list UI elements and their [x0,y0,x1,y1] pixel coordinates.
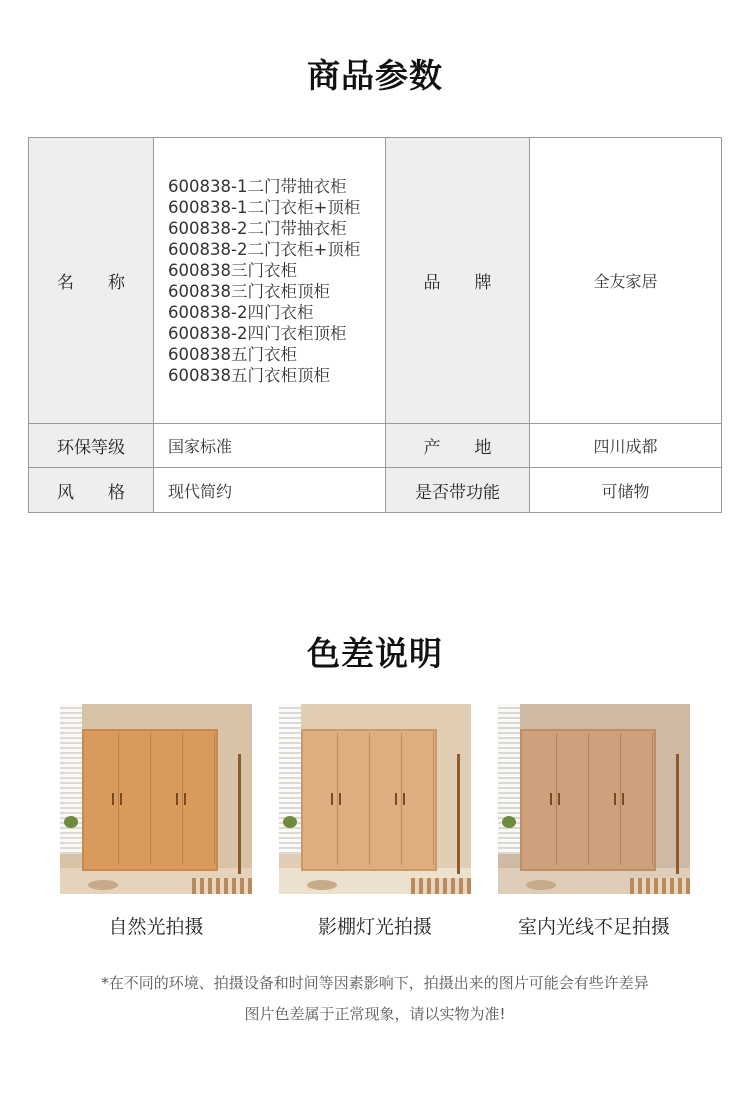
name-label: 名 称 [29,138,154,424]
model-name-item: 600838-1二门衣柜+顶柜 [168,197,361,217]
wardrobe-handle [339,793,341,805]
model-name-item: 600838三门衣柜 [168,260,297,280]
wardrobe-handle [112,793,114,805]
floor-cushion [307,880,337,890]
wardrobe-door [401,733,434,865]
wardrobe-handle [184,793,186,805]
origin-value: 四川成都 [530,424,722,468]
model-name-item: 600838五门衣柜 [168,344,297,364]
floor-cushion [526,880,556,890]
window-blinds [60,704,82,854]
wardrobe-door [588,733,621,865]
style-label: 风 格 [29,468,154,513]
brand-label: 品 牌 [386,138,530,424]
wardrobe-handle [403,793,405,805]
wardrobe-image [520,729,656,871]
window-blinds [279,704,301,854]
color-note-line1: *在不同的环境、拍摄设备和时间等因素影响下，拍摄出来的图片可能会有些许差异 [101,974,649,992]
wardrobe-image [301,729,437,871]
model-name-item: 600838三门衣柜顶柜 [168,281,330,301]
model-name-item: 600838-2二门带抽衣柜 [168,218,347,238]
window-blinds [498,704,520,854]
wardrobe-door [337,733,370,865]
wardrobe-door [620,733,653,865]
photo-natural-light [60,704,252,894]
striped-rug [411,878,471,894]
coat-stand [238,754,241,874]
wardrobe-handle [176,793,178,805]
wardrobe-image [82,729,218,871]
wardrobe-handle [331,793,333,805]
wardrobe-handle [614,793,616,805]
color-diff-title: 色差说明 [307,634,443,673]
wardrobe-door [118,733,151,865]
eco-label: 环保等级 [29,424,154,468]
wardrobe-handle [558,793,560,805]
name-value [154,138,386,424]
function-value: 可储物 [530,468,722,513]
model-name-item: 600838五门衣柜顶柜 [168,365,330,385]
wardrobe-door [524,733,557,865]
caption-natural-light: 自然光拍摄 [108,916,204,938]
params-row-style [29,468,722,513]
wardrobe-handle [622,793,624,805]
model-name-item: 600838-2四门衣柜 [168,302,314,322]
wardrobe-door [369,733,402,865]
function-label: 是否带功能 [386,468,530,513]
plant-icon [64,816,78,828]
wardrobe-handle [550,793,552,805]
params-table [28,137,722,513]
wardrobe-door [150,733,183,865]
params-row-eco [29,424,722,468]
model-name-item: 600838-1二门带抽衣柜 [168,176,347,196]
plant-icon [283,816,297,828]
params-row-name [29,138,722,424]
wardrobe-door [556,733,589,865]
color-note-line2: 图片色差属于正常现象，请以实物为准! [244,1005,506,1023]
photo-studio-light [279,704,471,894]
params-title: 商品参数 [307,56,443,95]
model-name-item: 600838-2二门衣柜+顶柜 [168,239,361,259]
wardrobe-door [305,733,338,865]
floor-cushion [88,880,118,890]
model-name-item: 600838-2四门衣柜顶柜 [168,323,347,343]
striped-rug [192,878,252,894]
coat-stand [457,754,460,874]
model-name-list [168,172,385,390]
wardrobe-door [86,733,119,865]
brand-value: 全友家居 [530,138,722,424]
origin-label: 产 地 [386,424,530,468]
photo-low-light [498,704,690,894]
wardrobe-door [182,733,215,865]
wardrobe-handle [120,793,122,805]
wardrobe-handle [395,793,397,805]
striped-rug [630,878,690,894]
plant-icon [502,816,516,828]
eco-value: 国家标准 [154,424,386,468]
coat-stand [676,754,679,874]
caption-low-light: 室内光线不足拍摄 [517,916,670,938]
caption-studio-light: 影棚灯光拍摄 [317,916,432,938]
style-value: 现代简约 [154,468,386,513]
